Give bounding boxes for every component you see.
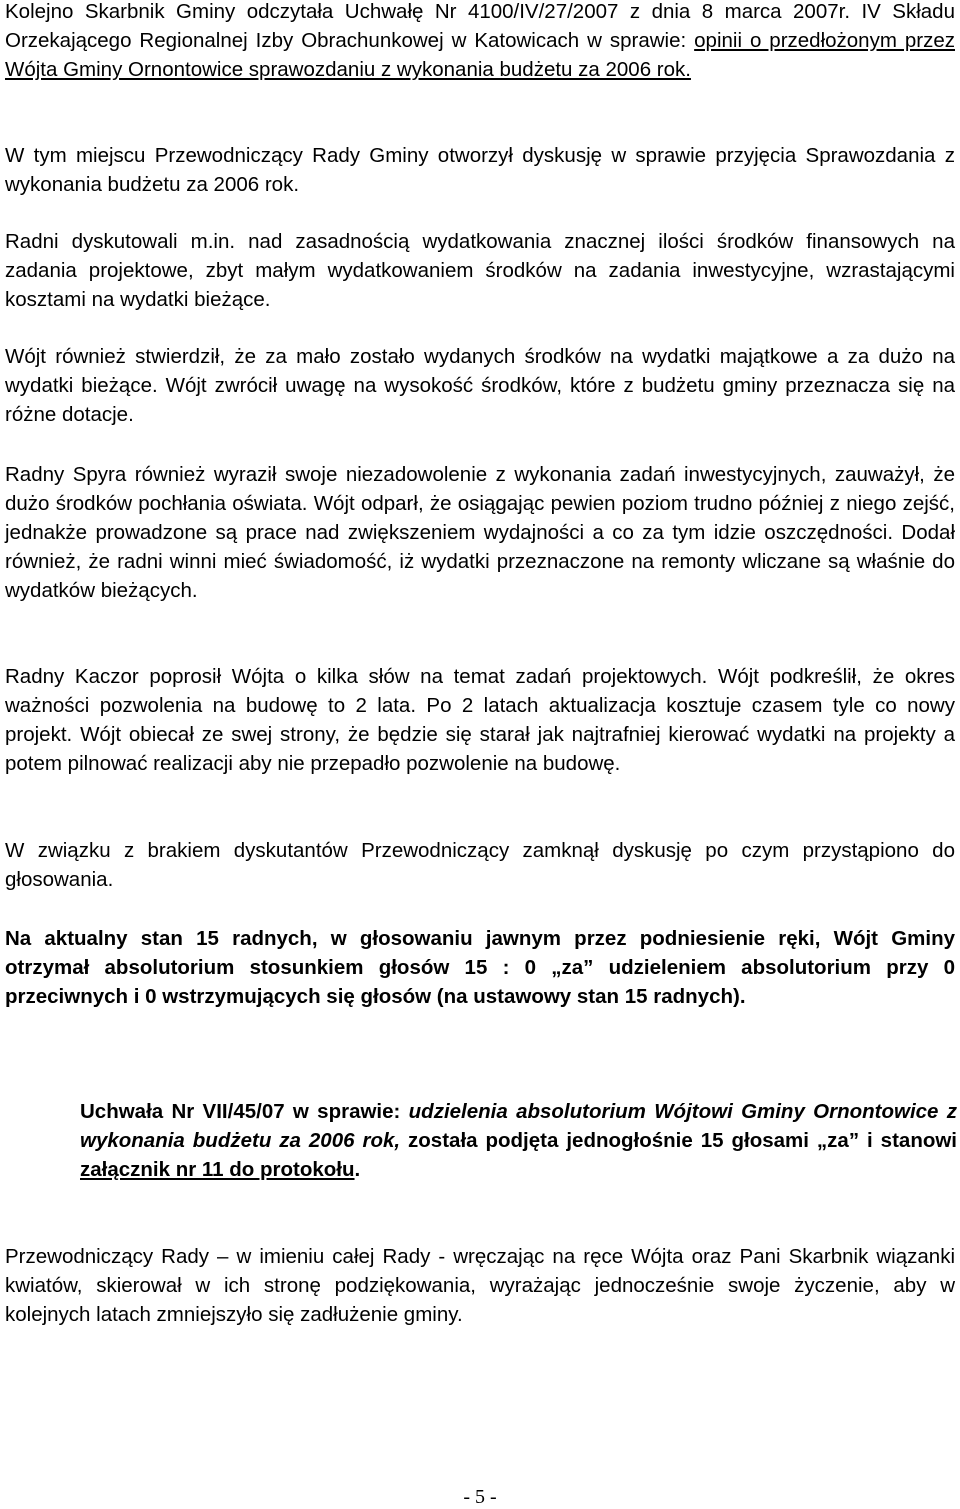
paragraph-closing-thanks: Przewodniczący Rady – w imieniu całej Rady - wręczając na ręce Wójta oraz Pani Skarbnik wiązanki kwiatów, skierował w ich stronę podziękowania, wyrażając jednocześnie swoje życzenie, aby w kolejnych latach zmniejszyło się zadłużenie gminy. bbox=[5, 1245, 955, 1326]
paragraph-discussion-closed: W związku z brakiem dyskutantów Przewodniczący zamknął dyskusję po czym przystąpiono do głosowania. bbox=[5, 839, 955, 891]
paragraph-vote-result: Na aktualny stan 15 radnych, w głosowaniu jawnym przez podniesienie ręki, Wójt Gminy otrzymał absolutorium stosunkiem głosów 15 : 0 „za” udzieleniem absolutorium przy 0 przeciwnych i 0 wstrzymujących się głosów (na ustawowy stan 15 radnych). bbox=[5, 927, 955, 1008]
resolution-statement bbox=[80, 1097, 957, 1184]
resolution-adopted-text: została podjęta jednogłośnie 15 głosami „za” i stanowi bbox=[400, 1129, 957, 1152]
paragraph-resolution-reading bbox=[5, 0, 955, 84]
paragraph-councillor-spyra: Radny Spyra również wyraził swoje niezadowolenie z wykonania zadań inwestycyjnych, zauważył, że dużo środków pochłania oświata. Wójt odparł, że osiągając pewien poziom trudno później z niego zejść, jednakże prowadzone są prace nad zwiększeniem wydajności a co za tym idzie oszczędności. Dodał również, że radni winni mieć świadomość, iż wydatki przeznaczone na remonty wliczane są właśnie do wydatków bieżących. bbox=[5, 463, 955, 602]
paragraph-councillors-discussion: Radni dyskutowali m.in. nad zasadnością wydatkowania znacznej ilości środków finansowych na zadania projektowe, zbyt małym wydatkowaniem środków na zadania inwestycyjne, wzrastającymi kosztami na wydatki bieżące. bbox=[5, 230, 955, 311]
resolution-end: . bbox=[354, 1158, 361, 1181]
attachment-reference: załącznik nr 11 do protokołu bbox=[80, 1158, 355, 1181]
page-number: - 5 - bbox=[463, 1486, 497, 1508]
resolution-subject: udzielenia absolutorium Wójtowi Gminy Ornontowice z wykonania budżetu za 2006 rok, bbox=[80, 1100, 957, 1152]
paragraph-councillor-kaczor: Radny Kaczor poprosił Wójta o kilka słów na temat zadań projektowych. Wójt podkreślił, że okres ważności pozwolenia na budowę to 2 lata. Po 2 latach aktualizacja kosztuje czasem tyle co nowy projekt. Wójt obiecał ze swej strony, że będzie się starał jak najtrafniej kierować wydatki na projekty a potem pilnować realizacji aby nie przepadło pozwolenie na budowę. bbox=[5, 665, 955, 775]
paragraph-discussion-opened: W tym miejscu Przewodniczący Rady Gminy otworzył dyskusję w sprawie przyjęcia Sprawozdania z wykonania budżetu za 2006 rok. bbox=[5, 144, 955, 196]
paragraph-resolution-reading-text: Kolejno Skarbnik Gminy odczytała Uchwałę Nr 4100/IV/27/2007 z dnia 8 marca 2007r. IV Składu Orzekającego Regionalnej Izby Obrachunkowej w Katowicach w sprawie: bbox=[5, 0, 955, 52]
paragraph-mayor-statement: Wójt również stwierdził, że za mało zostało wydanych środków na wydatki majątkowe a za dużo na wydatki bieżące. Wójt zwrócił uwagę na wysokość środków, które z budżetu gminy przeznacza się na różne dotacje. bbox=[5, 345, 955, 426]
opinion-subject-underlined: opinii o przedłożonym przez Wójta Gminy Ornontowice sprawozdaniu z wykonania budżetu za 2006 rok. bbox=[5, 29, 955, 81]
resolution-number: Uchwała Nr VII/45/07 w sprawie: bbox=[80, 1100, 409, 1123]
